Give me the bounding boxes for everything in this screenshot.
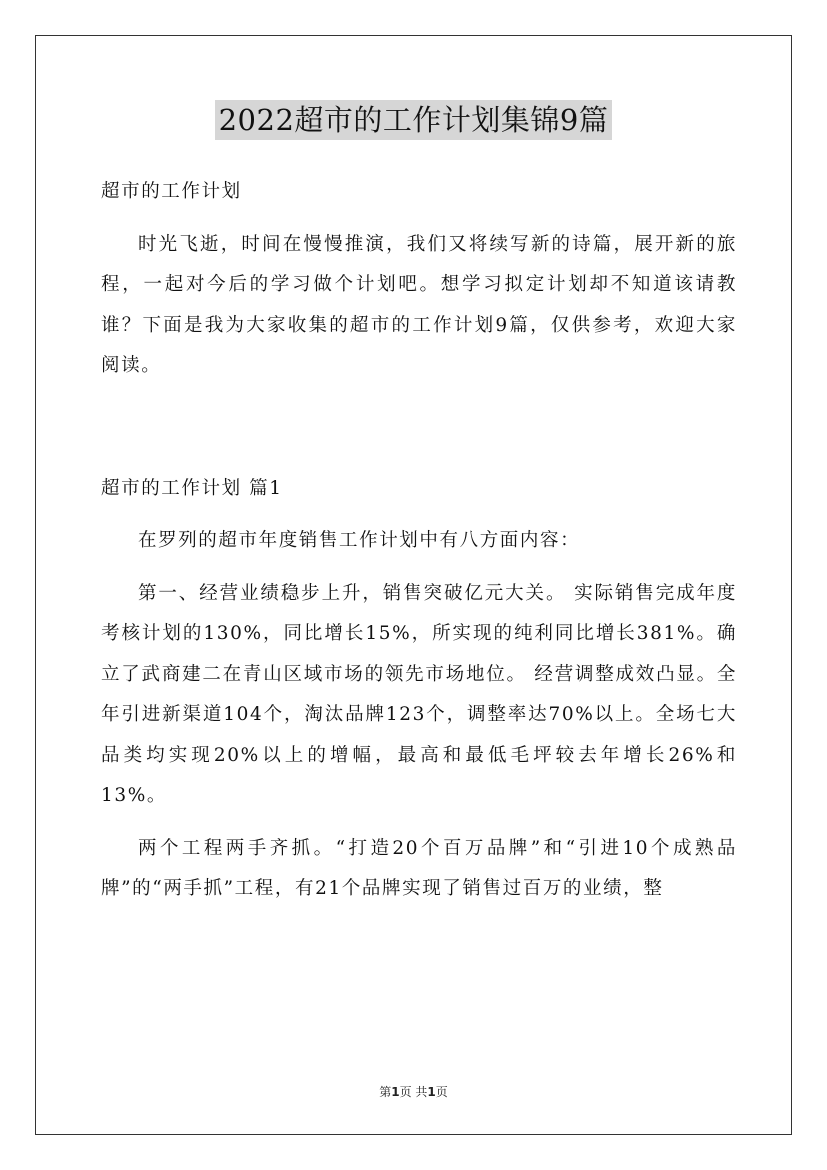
footer-page-prefix: 第 — [379, 1085, 392, 1099]
document-title: 2022超市的工作计划集锦9篇 — [215, 100, 613, 140]
footer-page-current: 1 — [391, 1085, 400, 1099]
footer-page-total: 1 — [427, 1085, 436, 1099]
body-paragraph: 第一、经营业绩稳步上升，销售突破亿元大关。 实际销售完成年度考核计划的130%，同比增长15%，所实现的纯利同比增长381%。确立了武商建二在青山区域市场的领先市场地位。 经营调整成效凸显。全年引进新渠道104个，淘汰品牌123个，调整率达70%以上。全场七大品类均实现20%以上的增幅，最高和最低毛坪较去年增长26%和13%。 — [101, 582, 737, 806]
page-footer — [0, 1083, 827, 1100]
spacer — [101, 509, 737, 521]
spacer — [101, 387, 737, 469]
footer-page-suffix: 页 — [435, 1085, 448, 1099]
spacer — [101, 213, 737, 225]
spacer — [101, 817, 737, 829]
intro-heading: 超市的工作计划 — [101, 181, 242, 202]
body-paragraph: 两个工程两手齐抓。“打造20个百万品牌”和“引进10个成熟品牌”的“两手抓”工程，有21个品牌实现了销售过百万的业绩，整 — [101, 837, 737, 899]
document-body — [101, 172, 737, 910]
spacer — [101, 562, 737, 574]
title-container — [0, 100, 827, 140]
section-heading: 超市的工作计划 篇1 — [101, 477, 283, 499]
body-paragraph: 在罗列的超市年度销售工作计划中有八方面内容： — [138, 530, 581, 551]
footer-page-mid: 页 共 — [399, 1085, 428, 1099]
intro-paragraph: 时光飞逝，时间在慢慢推演，我们又将续写新的诗篇，展开新的旅程，一起对今后的学习做个计划吧。想学习拟定计划却不知道该请教谁？下面是我为大家收集的超市的工作计划9篇，仅供参考，欢迎大家阅读。 — [101, 233, 737, 376]
